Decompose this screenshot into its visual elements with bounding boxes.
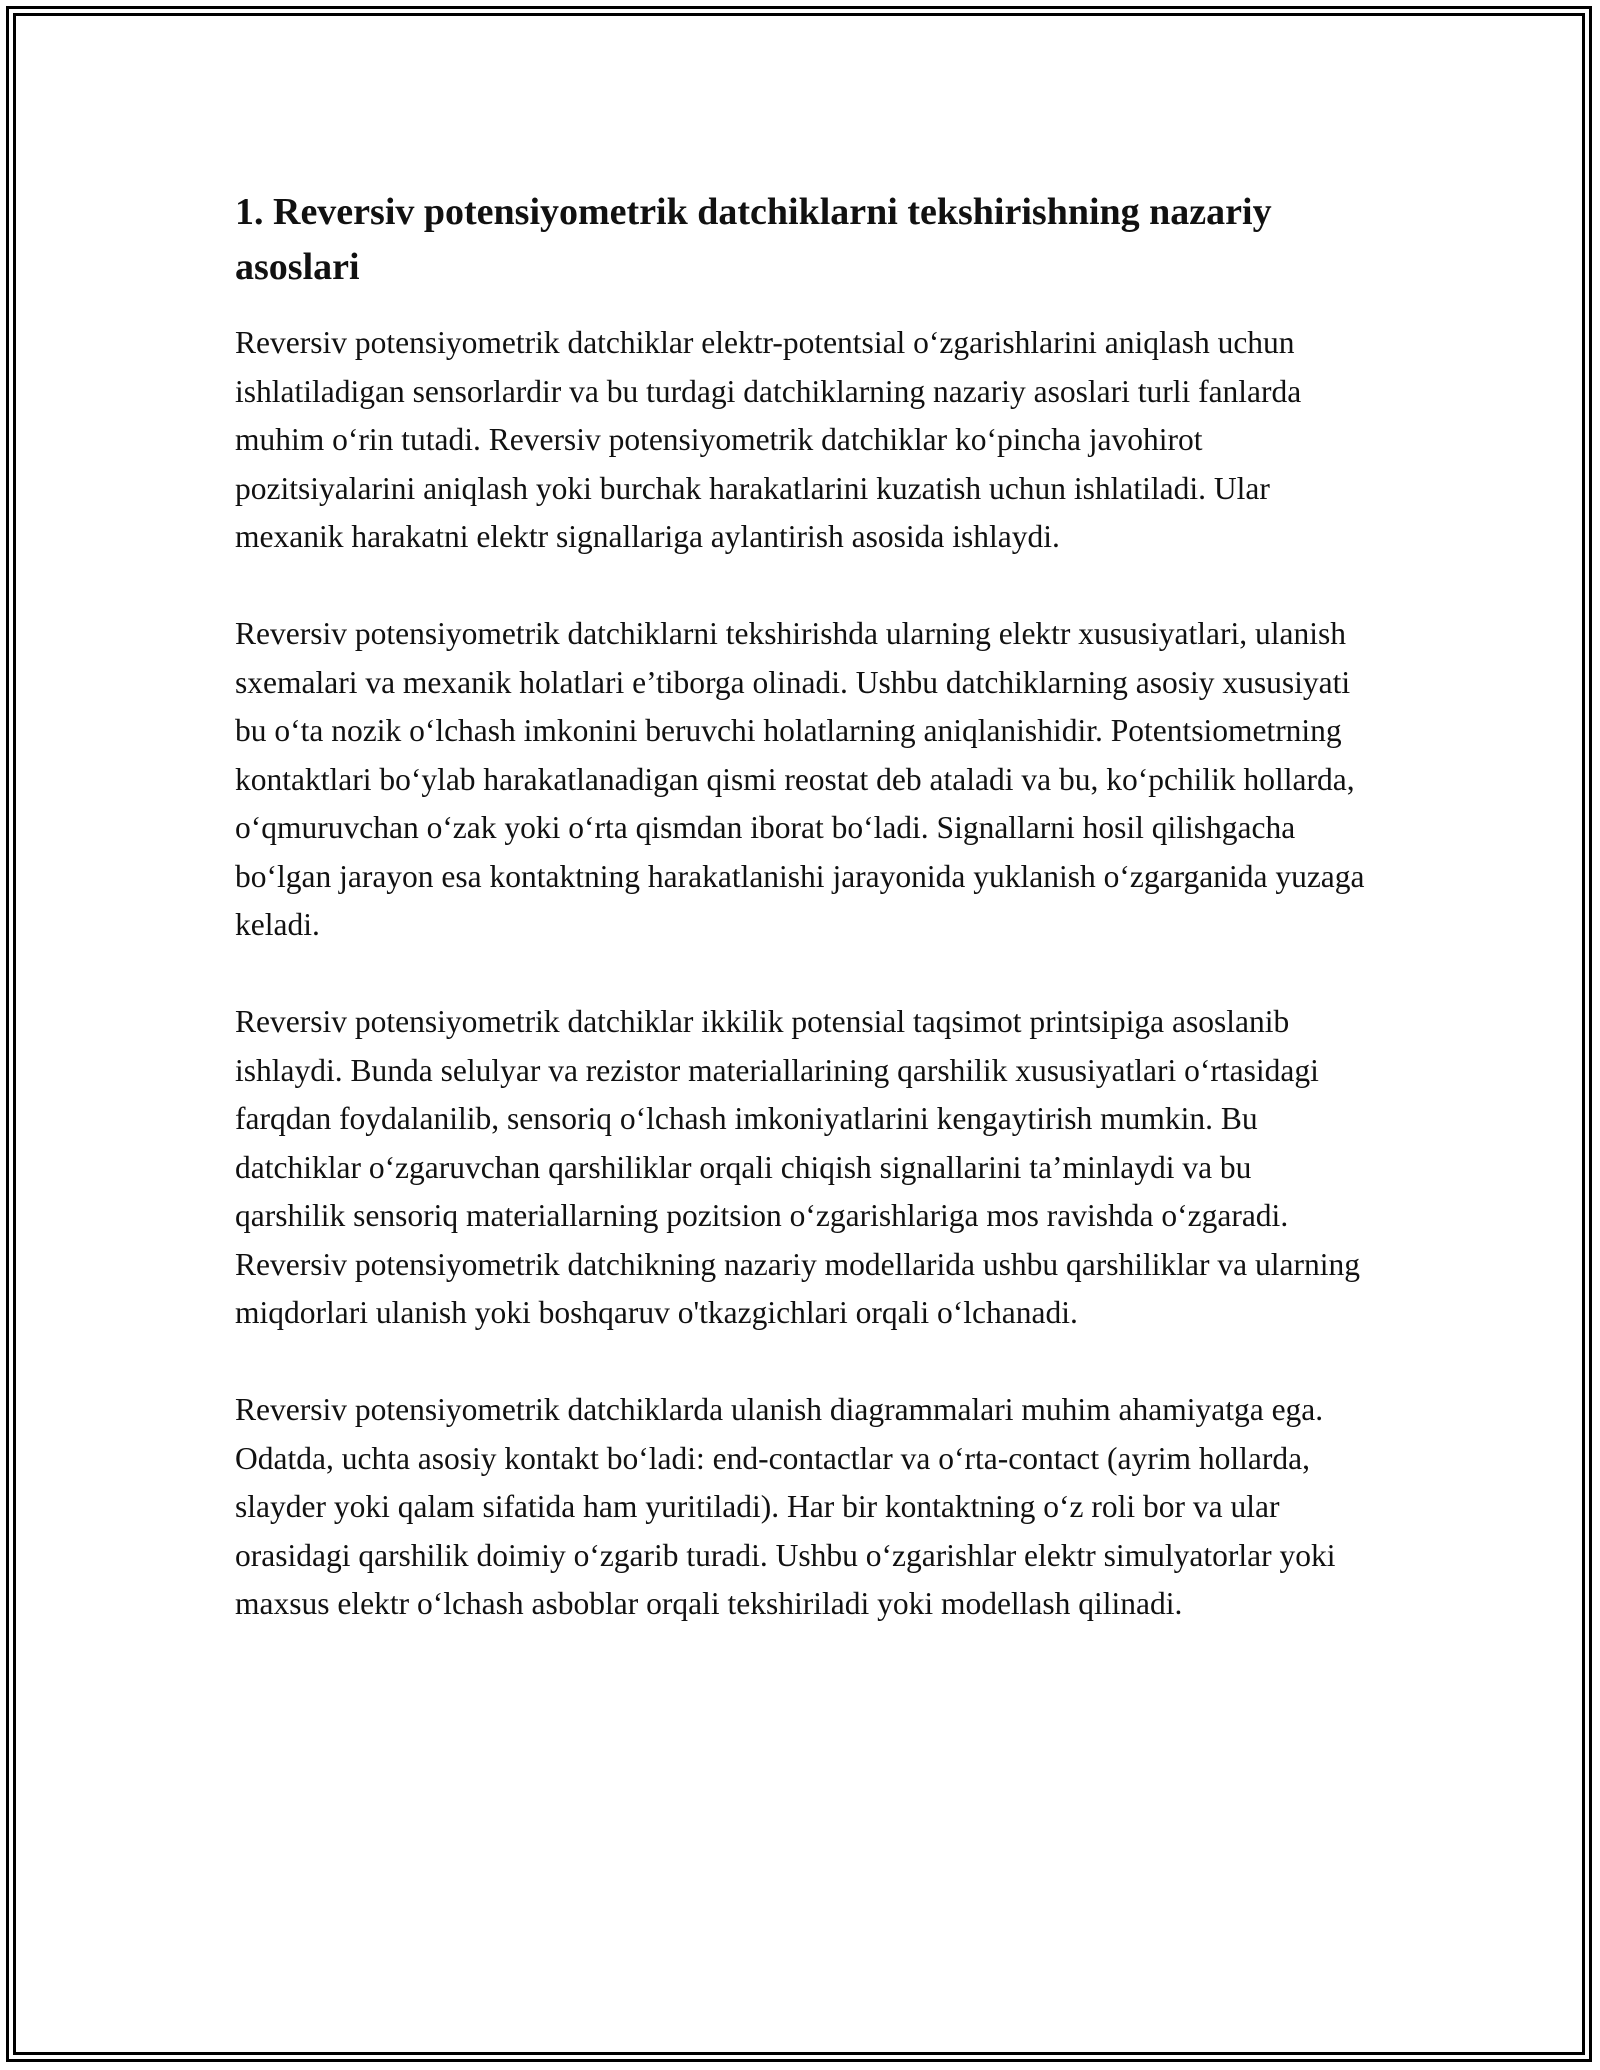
paragraph-1: Reversiv potensiyometrik datchiklar elektr-potentsial o‘zgarishlarini aniqlash uchun ishlatiladigan sensorlardir va bu turdagi datchiklarning nazariy asoslari turli fanlarda muhim o‘rin tutadi. Reversiv potensiyometrik datchiklar ko‘pincha javohirot pozitsiyalarini aniqlash yoki burchak harakatlarini kuzatish uchun ishlatiladi. Ular mexanik harakatni elektr signallariga aylantirish asosida ishlaydi. [235,325,1302,554]
paragraph-4: Reversiv potensiyometrik datchiklarda ulanish diagrammalari muhim ahamiyatga ega. Odatda, uchta asosiy kontakt bo‘ladi: end-contactlar va o‘rta-contact (ayrim hollarda, slayder yoki qalam sifatida ham yuritiladi). Har bir kontaktning o‘z roli bor va ular orasidagi qarshilik doimiy o‘zgarib turadi. Ushbu o‘zgarishlar elektr simulyatorlar yoki maxsus elektr o‘lchash asboblar orqali tekshiriladi yoki modellash qilinadi. [235,1392,1336,1621]
paragraph-2: Reversiv potensiyometrik datchiklarni tekshirishda ularning elektr xususiyatlari, ulanish sxemalari va mexanik holatlari e’tiborga olinadi. Ushbu datchiklarning asosiy xususiyati bu o‘ta nozik o‘lchash imkonini beruvchi holatlarning aniqlanishidir. Potentsiometrning kontaktlari bo‘ylab harakatlanadigan qismi reostat deb ataladi va bu, ko‘pchilik hollarda, o‘qmuruvchan o‘zak yoki o‘rta qismdan iborat bo‘ladi. Signallarni hosil qilishgacha bo‘lgan jarayon esa kontaktning harakatlanishi jarayonida yuklanish o‘zgarganida yuzaga keladi. [235,616,1365,942]
section-heading: 1. Reversiv potensiyometrik datchiklarni tekshirishning nazariy asoslari [235,191,1272,288]
document-body [235,185,1365,1677]
paragraph-3: Reversiv potensiyometrik datchiklar ikkilik potensial taqsimot printsipiga asoslanib ishlaydi. Bunda selulyar va rezistor materiallarining qarshilik xususiyatlari o‘rtasidagi farqdan foydalanilib, sensoriq o‘lchash imkoniyatlarini kengaytirish mumkin. Bu datchiklar o‘zgaruvchan qarshiliklar orqali chiqish signallarini ta’minlaydi va bu qarshilik sensoriq materiallarning pozitsion o‘zgarishlariga mos ravishda o‘zgaradi. Reversiv potensiyometrik datchikning nazariy modellarida ushbu qarshiliklar va ularning miqdorlari ulanish yoki boshqaruv o'tkazgichlari orqali o‘lchanadi. [235,1004,1360,1330]
